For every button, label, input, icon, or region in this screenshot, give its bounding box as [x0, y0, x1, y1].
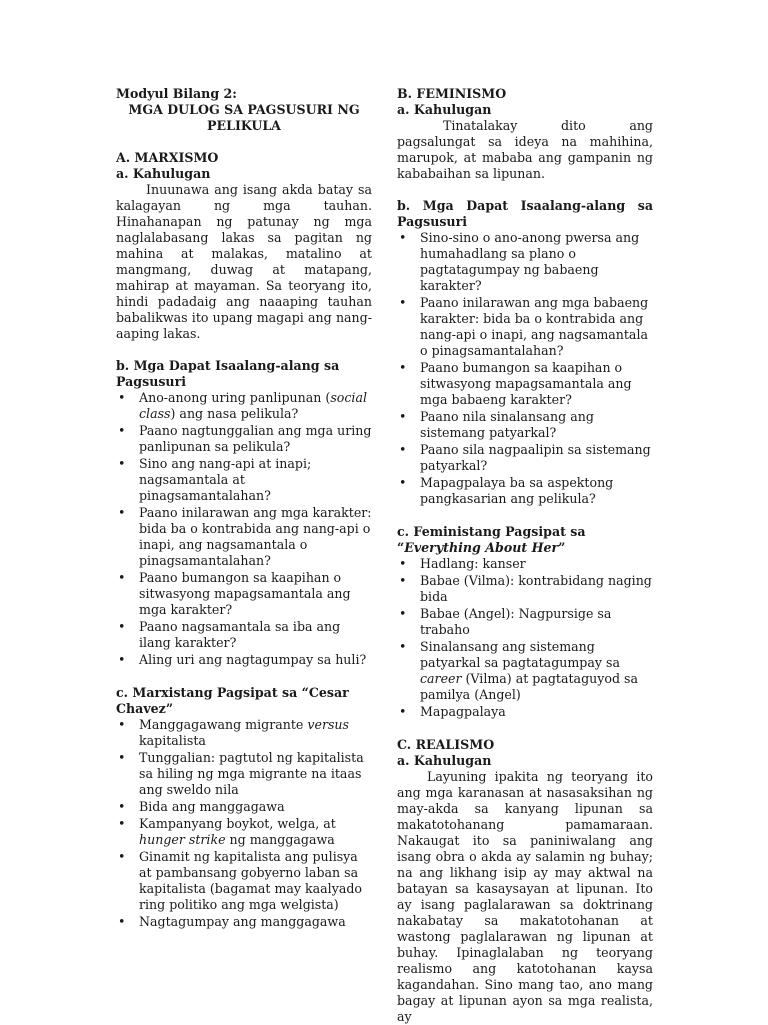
realismo-kahulugan-heading: a. Kahulugan [397, 753, 492, 768]
marxismo-dapat-list [116, 390, 372, 668]
feminismo-pagsipat-list [397, 556, 653, 720]
list-item: • Ginamit ng kapitalista ang pulisya at pambansang gobyerno laban sa kapitalista (bagamat may kaalyado ring politiko ang mga welgista) [116, 849, 372, 913]
feminismo-kahulugan-paragraph: Tinatalakay dito ang pagsalungat sa ideya na mahihina, marupok, at mababa ang gampanin ng kababaihan sa lipunan. [397, 118, 653, 181]
list-item: • Sino ang nang-api at inapi; nagsamantala at pinagsamantalahan? [116, 456, 372, 504]
right-column [397, 86, 653, 1025]
list-item: • Mapagpalaya ba sa aspektong pangkasarian ang pelikula? [397, 475, 653, 507]
marxismo-heading: A. MARXISMO [116, 150, 219, 165]
realismo-kahulugan-paragraph: Layuning ipakita ng teoryang ito ang mga karanasan at nasasaksihan ng may-akda sa kanyang lipunan sa makatotohanang pamamaraan. Nakaugat ito sa paniniwalang ang isang obra o akda ay salamin ng buhay; na ang likhang isip ay may aktwal na batayan sa kasaysayan at lipunan. Ito ay isang paglalarawan sa doktrinang nakabatay sa makatotohanan at wastong paglalarawan ng lipunan at buhay. Ipinaglalaban ng teoryang realismo ang katotohanan kaysa kagandahan. Sino mang tao, ano mang bagay at lipunan ayon sa mga realista, ay [397, 769, 653, 1024]
marxismo-kahulugan-heading: a. Kahulugan [116, 166, 211, 181]
left-column [116, 86, 372, 931]
list-item: • Hadlang: kanser [397, 556, 653, 572]
list-item: • Babae (Angel): Nagpursige sa trabaho [397, 606, 653, 638]
list-item: • Babae (Vilma): kontrabidang naging bida [397, 573, 653, 605]
marxismo-pagsipat-heading: c. Marxistang Pagsipat sa “Cesar Chavez” [116, 685, 349, 716]
list-item: • Paano nagsamantala sa iba ang ilang karakter? [116, 619, 372, 651]
feminismo-pagsipat-heading: c. Feministang Pagsipat sa “Everything About Her” [397, 524, 586, 555]
document-title-line2: PELIKULA [207, 118, 281, 133]
realismo-heading: C. REALISMO [397, 737, 495, 752]
list-item: • Mapagpalaya [397, 704, 653, 720]
list-item: • Paano sila nagpaalipin sa sistemang patyarkal? [397, 442, 653, 474]
list-item: • Tunggalian: pagtutol ng kapitalista sa hiling ng mga migrante na itaas ang sweldo nila [116, 750, 372, 798]
list-item: • Bida ang manggagawa [116, 799, 372, 815]
marxismo-kahulugan-paragraph: Inuunawa ang isang akda batay sa kalagayan ng mga tauhan. Hinahanapan ng patunay ng mga naglalabasang lakas sa pagitan ng mahina at malakas, matalino at mangmang, duwag at matapang, mahirap at mayaman. Sa teoryang ito, hindi padadaig ang naaaping tauhan babalikwas ito upang magapi ang nang-aaping lakas. [116, 182, 372, 341]
list-item: • Paano inilarawan ang mga karakter: bida ba o kontrabida ang nang-api o inapi, ang nagsamantala o pinagsamantalahan? [116, 505, 372, 569]
list-item: • Sino-sino o ano-anong pwersa ang humahadlang sa plano o pagtatagumpay ng babaeng karakter? [397, 230, 653, 294]
feminismo-dapat-list [397, 230, 653, 507]
list-item: • Manggagawang migrante versus kapitalista [116, 717, 372, 749]
module-label: Modyul Bilang 2: [116, 86, 237, 101]
list-item: • Paano inilarawan ang mga babaeng karakter: bida ba o kontrabida ang nang-api o inapi, ang nagsamantala o pinagsamantalahan? [397, 295, 653, 359]
list-item: • Kampanyang boykot, welga, at hunger strike ng manggagawa [116, 816, 372, 848]
list-item: • Paano nagtunggalian ang mga uring panlipunan sa pelikula? [116, 423, 372, 455]
list-item: • Paano bumangon sa kaapihan o sitwasyong mapagsamantala ang mga babaeng karakter? [397, 360, 653, 408]
marxismo-pagsipat-list [116, 717, 372, 930]
list-item: • Nagtagumpay ang manggagawa [116, 914, 372, 930]
marxismo-dapat-heading: b. Mga Dapat Isaalang-alang sa Pagsusuri [116, 358, 340, 389]
document-title-line1: MGA DULOG SA PAGSUSURI NG [128, 102, 360, 117]
feminismo-dapat-heading: b. Mga Dapat Isaalang-alang sa Pagsusuri [397, 198, 653, 229]
feminismo-kahulugan-heading: a. Kahulugan [397, 102, 492, 117]
list-item: • Ano-anong uring panlipunan (social class) ang nasa pelikula? [116, 390, 372, 422]
list-item: • Sinalansang ang sistemang patyarkal sa pagtatagumpay sa career (Vilma) at pagtataguyod sa pamilya (Angel) [397, 639, 653, 703]
feminismo-heading: B. FEMINISMO [397, 86, 507, 101]
list-item: • Aling uri ang nagtagumpay sa huli? [116, 652, 372, 668]
list-item: • Paano bumangon sa kaapihan o sitwasyong mapagsamantala ang mga karakter? [116, 570, 372, 618]
list-item: • Paano nila sinalansang ang sistemang patyarkal? [397, 409, 653, 441]
